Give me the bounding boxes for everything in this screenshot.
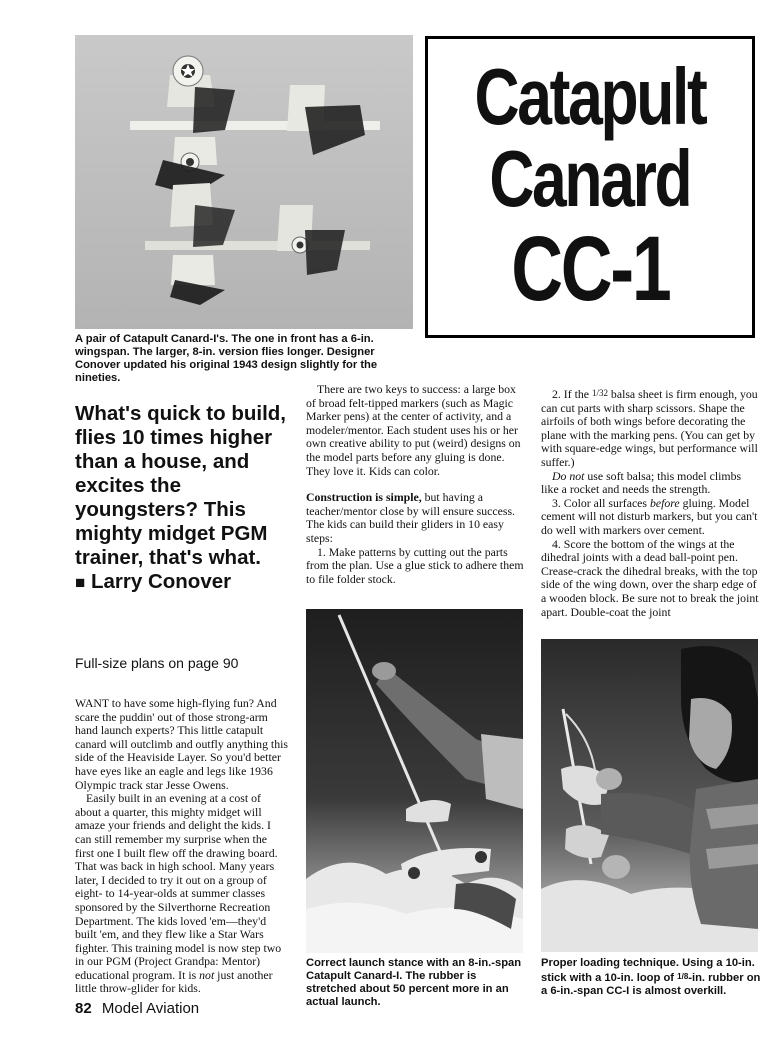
run-in-head: Construction is simple, [306, 490, 422, 505]
text-run: 2. If the [552, 387, 592, 401]
paragraph: WANT to have some high-flying fun? And scare the puddin' out of those strong-arm hand launch experts? This little catapult canard will outclimb and outfly anything this side of the Heaviside Layer. So you'd better have eyes like an eagle and legs like 1936 Olympic track star Jesse Owens. [75, 696, 288, 792]
title-box [425, 36, 755, 338]
launch-stance-caption: Correct launch stance with an 8-in.-span Catapult Canard-I. The rubber is stretched about 50 percent more in an actual launch. [306, 957, 522, 1008]
title-line-1: Catapult [474, 52, 706, 141]
title-line-2: Canard [489, 134, 691, 223]
magazine-name: Model Aviation [101, 1000, 200, 1017]
deck-headline [75, 402, 295, 595]
column-1 [75, 697, 288, 996]
column-3 [541, 387, 759, 619]
fraction: 1/8 [677, 972, 689, 981]
top-photo-caption: A pair of Catapult Canard-I's. The one in front has a 6-in. wingspan. The larger, 8-in. version flies longer. Designer Conover updated his original 1943 design slightly for the nineties. [75, 333, 378, 384]
glider-pair-illustration [75, 35, 413, 329]
text-run: just another little throw-glider for kids. [75, 967, 273, 996]
text-run: -in. rubber on a 6-in.-span CC-I is almost overkill. [541, 972, 761, 997]
byline: Larry Conover [90, 570, 232, 593]
paragraph [541, 497, 759, 538]
text-run: but having a teacher/mentor close by will ensure success. The kids can build their gliders in 10 easy steps: [306, 490, 515, 545]
title-line-3: CC-1 [510, 218, 670, 320]
paragraph: There are two keys to success: a large box of broad felt-tipped markers (such as Magic Marker pens) at the center of activity, and a modeler/mentor. Each student uses his or her own creative ability to put (weird) designs on the model parts before any gluing is done. They love it. Kids can color. [306, 382, 521, 478]
deck-text: What's quick to build, flies 10 times higher than a house, and excites the youngsters? This mighty midget PGM trainer, that's what. [75, 402, 287, 569]
launch-stance-illustration [306, 609, 523, 953]
paragraph: 4. Score the bottom of the wings at the dihedral joints with a dead ball-point pen. Crease-crack the dihedral breaks, with the top side of the wing down, over the sharp edge of a wooden block. Be sure not to break the joint apart. Double-coat the joint [541, 536, 759, 619]
page-number: 82 [75, 1000, 92, 1017]
paragraph: 1. Make patterns by cutting out the parts from the plan. Use a glue stick to adhere them to file folder stock. [306, 544, 524, 586]
byline-marker: ■ [75, 573, 86, 592]
launch-stance-photo [306, 609, 523, 953]
paragraph [541, 387, 759, 470]
fraction: 1/32 [591, 388, 608, 398]
paragraph [75, 792, 288, 996]
text-run: 3. Color all surfaces [552, 495, 650, 510]
page-footer [75, 1000, 199, 1017]
paragraph [541, 470, 759, 497]
text-run: balsa sheet is firm enough, you can cut parts with sharp scissors. Shape the airfoils of both wings before decorating the plane with the marking pens. (You can get by with square-edge wings, but performance will suffer.) [541, 387, 758, 469]
top-photo [75, 35, 413, 329]
paragraph [306, 491, 524, 545]
plans-note: Full-size plans on page 90 [75, 655, 239, 671]
text-run: gluing. Model cement will not disturb markers, but you can't do well with markers over cement. [541, 495, 758, 537]
text-run: Proper loading technique. Using a 10-in. stick with a 10-in. loop of [541, 957, 755, 984]
column-2 [306, 383, 524, 586]
loading-technique-photo [541, 639, 758, 952]
emphasis: Do not [552, 468, 585, 483]
emphasis: not [199, 967, 215, 982]
text-run: Easily built in an evening at a cost of about a quarter, this mighty midget will amaze your friends and delight the kids. I can still remember my surprise when the first one I built flew off the drawing board. That was back in high school. Many years later, I decided to try it out on a group of eight- to 14-year-olds at summer classes sponsored by the Silverthorne Recreation Department. The kids loved 'em—they'd built 'em, and they flew like a Star Wars fighter. This training model is now step two in our PGM (Project Grandpa: Mentor) educational program. It is [75, 791, 282, 982]
loading-technique-caption [541, 957, 761, 998]
emphasis: before [649, 495, 680, 510]
text-run: use soft balsa; this model climbs like a rocket and needs the strength. [541, 468, 742, 497]
loading-technique-illustration [541, 639, 758, 952]
